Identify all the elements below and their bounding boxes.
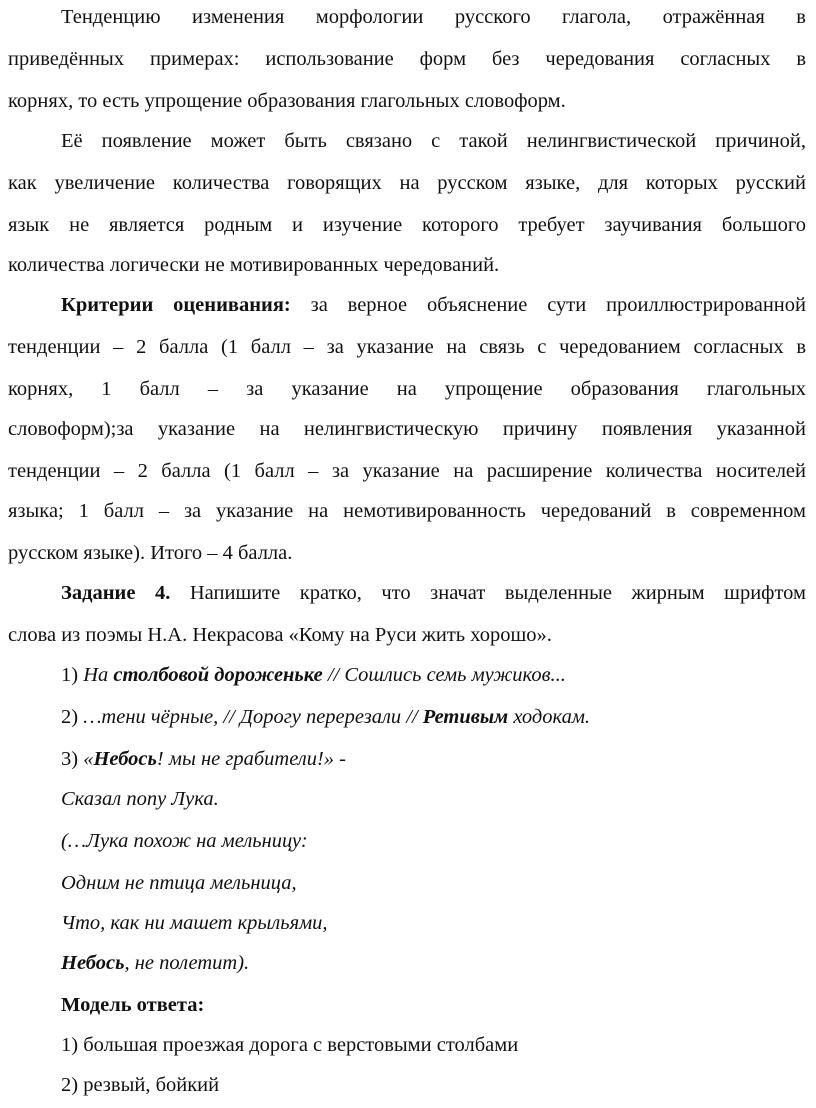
verse-line-3: [8, 869, 806, 897]
criteria-line-7: русском языке). Итого – 4 балла.: [8, 542, 293, 564]
verse-line-1: [8, 785, 806, 813]
verse-line-4-text: Что, как ни машет крыльями,: [61, 912, 328, 934]
example-3-pre: «: [83, 748, 94, 770]
verse-line-5-bold-word: Небось: [61, 952, 125, 974]
task-4-line-1-text: Напишите кратко, что значат выделенные жирным шрифтом: [170, 582, 806, 604]
verse-line-4: [8, 909, 806, 937]
example-2-post: ходокам.: [508, 706, 591, 728]
paragraph-1-line-1: Тенденцию изменения морфологии русского глагола, отражённая в: [61, 6, 806, 28]
example-3: [8, 745, 806, 773]
paragraph-2-line-4: количества логически не мотивированных чередований.: [8, 254, 500, 276]
verse-line-3-text: Одним не птица мельница,: [61, 872, 297, 894]
criteria-line-3: корнях, 1 балл – за указание на упрощение образования глагольных: [8, 378, 806, 400]
paragraph-2-line-1: Её появление может быть связано с такой нелингвистической причиной,: [61, 130, 806, 152]
verse-line-2: [8, 827, 806, 855]
verse-line-5-post: , не полетит).: [124, 952, 250, 974]
criteria-line-2: тенденции – 2 балла (1 балл – за указание на связь с чередованием согласных в: [8, 336, 806, 358]
example-2-pre: …тени чёрные, // Дорогу перерезали //: [83, 706, 423, 728]
paragraph-2-line-3: язык не является родным и изучение которого требует заучивания большого: [8, 214, 806, 236]
task-4-line-1: [8, 579, 806, 607]
answer-model-label: [8, 991, 806, 1019]
task-4-label: Задание 4.: [61, 582, 171, 604]
example-3-post: ! мы не грабители!» -: [156, 748, 347, 770]
paragraph-1-line-3: корнях, то есть упрощение образования глагольных словоформ.: [8, 90, 566, 112]
criteria-line-1-text: за верное объяснение сути проиллюстрированной: [290, 294, 806, 316]
example-2-number: 2): [61, 706, 84, 728]
verse-line-5: [8, 949, 806, 977]
example-1-bold-word: столбовой дороженьке: [113, 664, 323, 686]
example-2-bold-word: Ретивым: [422, 706, 509, 728]
criteria-label: Критерии оценивания:: [61, 294, 291, 316]
answer-model-label-text: Модель ответа:: [61, 994, 205, 1016]
paragraph-1-line-2: приведённых примерах: использование форм без чередования согласных в: [8, 48, 806, 70]
example-1-number: 1): [61, 664, 84, 686]
task-4-line-2: слова из поэмы Н.А. Некрасова «Кому на Руси жить хорошо».: [8, 624, 552, 646]
criteria-line-4: словоформ);за указание на нелингвистическую причину появления указанной: [8, 418, 806, 440]
paragraph-2-line-2: как увеличение количества говорящих на русском языке, для которых русский: [8, 172, 806, 194]
answer-item-1: 1) большая проезжая дорога с верстовыми столбами: [61, 1034, 519, 1056]
criteria-line-1: [8, 291, 806, 319]
criteria-line-5: тенденции – 2 балла (1 балл – за указание на расширение количества носителей: [8, 460, 806, 482]
example-2: [8, 703, 806, 731]
example-1: [8, 661, 806, 689]
example-3-number: 3): [61, 748, 84, 770]
example-1-post: // Сошлись семь мужиков...: [322, 664, 566, 686]
criteria-line-6: языка; 1 балл – за указание на немотивированность чередований в современном: [8, 500, 806, 522]
answer-item-2: 2) резвый, бойкий: [61, 1074, 220, 1096]
verse-line-2-text: (…Лука похож на мельницу:: [61, 830, 308, 852]
verse-line-1-text: Сказал попу Лука.: [61, 788, 219, 810]
example-1-pre: На: [83, 664, 114, 686]
example-3-bold-word: Небось: [93, 748, 157, 770]
